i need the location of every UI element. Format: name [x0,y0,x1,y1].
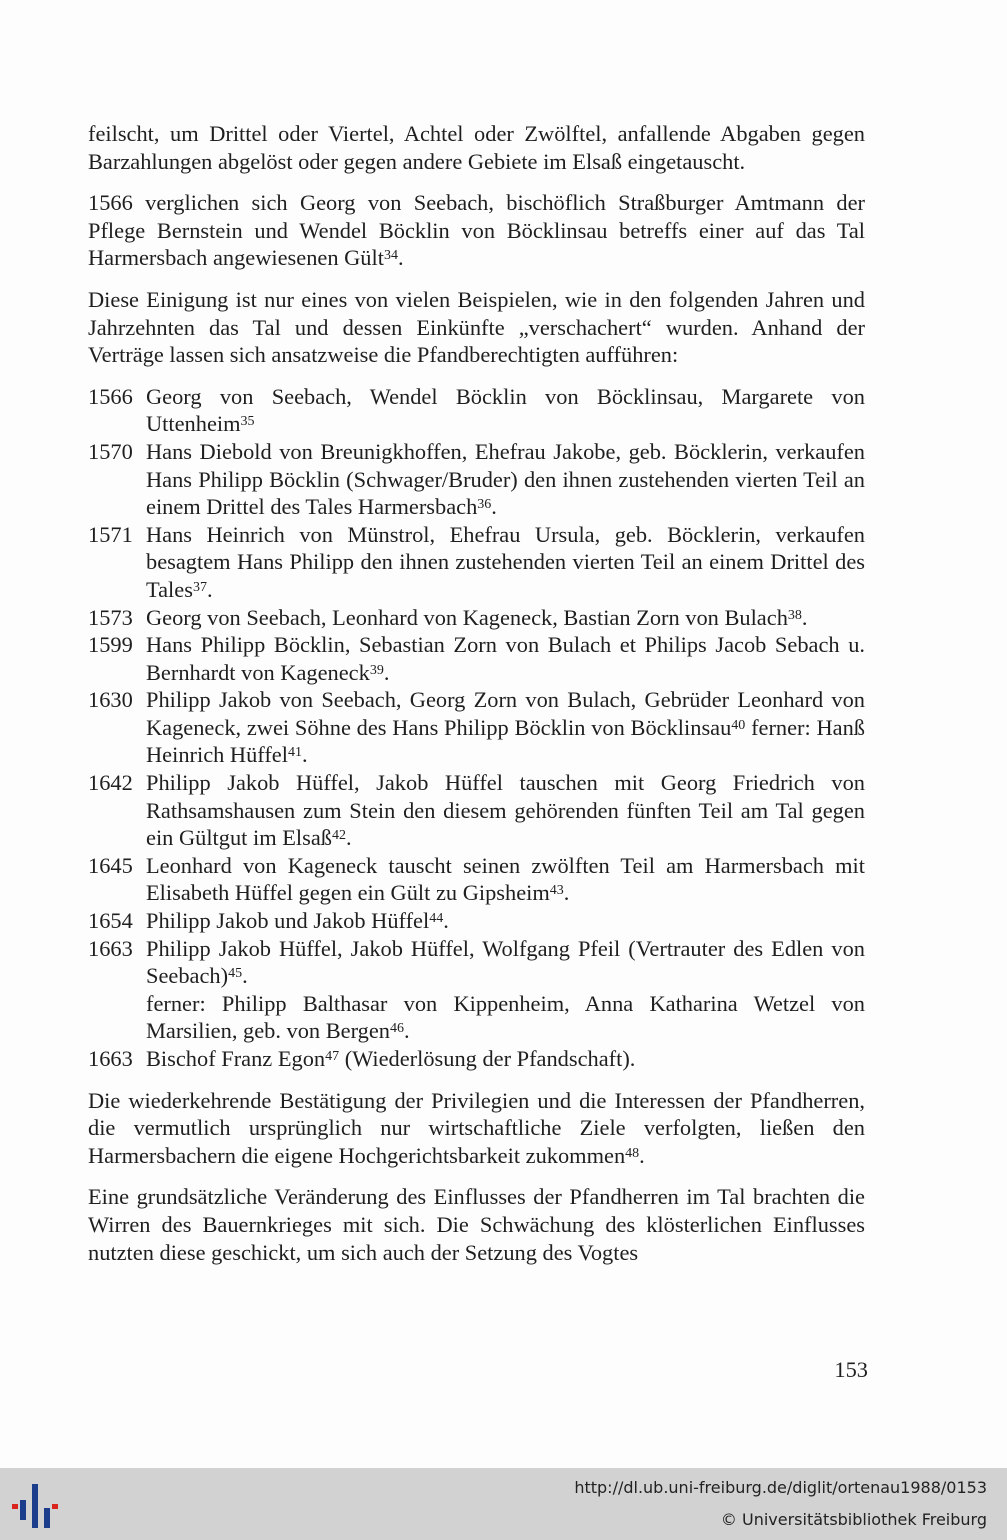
entry-text: Georg von Seebach, Leonhard von Kageneck, Bastian Zorn von Bulach$^{38}$. [146,604,808,630]
footnote-ref: 34 [383,248,398,264]
footnote-ref: 47 [325,1049,340,1064]
entry-year: 1599 [88,632,133,658]
footnote-ref: 48 [625,1145,640,1161]
footnote-ref: 41 [287,745,302,761]
entry-text: Philipp Jakob und Jakob Hüffel$^{44}$. [146,908,449,934]
footer-bar [0,1468,1007,1540]
document-body [88,120,865,1280]
entry-text: Philipp Jakob Hüffel, Jakob Hüffel, Wolfgang Pfeil (Vertrauter des Edlen von Seebach)$^{45}$. [146,935,865,989]
list-item [88,604,865,632]
paragraph-4-end: . [639,1142,645,1168]
paragraph-2 [88,189,865,272]
entry-year: 1663 [88,935,133,961]
list-item [88,686,865,769]
paragraph-4-text: Die wiederkehrende Bestätigung der Privilegien und die Interessen der Pfandherren, die vermutlich ursprünglich nur wirtschaftliche Ziele verfolgten, ließen den Harmersbachern die eigene Hochgerichtsbarkeit zukommen [88,1087,865,1168]
copyright-notice: © Universitätsbibliothek Freiburg [720,1510,987,1529]
footnote-ref: 46 [389,1021,404,1037]
ub-freiburg-logo-icon [12,1480,64,1532]
entry-year: 1571 [88,521,133,547]
footnote-ref: 35 [240,414,255,430]
paragraph-2-end: . [397,245,404,271]
list-item [88,907,865,935]
footnote-ref: 45 [228,966,243,982]
entry-year: 1654 [88,908,133,934]
page-number: 153 [834,1357,868,1382]
list-item [88,852,865,907]
list-item [88,769,865,852]
entry-text: Leonhard von Kageneck tauscht seinen zwölften Teil am Harmersbach mit Elisabeth Hüffel gegen ein Gült zu Gipsheim$^{43}$. [146,852,865,906]
entry-text: Bischof Franz Egon$^{47}$ (Wiederlösung der Pfandschaft). [146,1046,636,1071]
paragraph-3 [88,286,865,369]
footnote-ref: 42 [331,828,346,844]
paragraph-4 [88,1087,865,1170]
paragraph-1-text: feilscht, um Drittel oder Viertel, Achtel oder Zwölftel, anfallende Abgaben gegen Barzahlungen abgelöst oder gegen andere Gebiete im Elsaß eingetauscht. [88,121,865,174]
pledge-holder-list [88,383,865,1073]
entry-text: Philipp Jakob von Seebach, Georg Zorn von Bulach, Gebrüder Leonhard von Kageneck, zwei Söhne des Hans Philipp Böcklin von Böcklinsau$^{40}$ ferner: Hanß Heinrich Hüffel$^{41}$. [146,687,865,768]
entry-text: Philipp Jakob Hüffel, Jakob Hüffel tauschen mit Georg Friedrich von Rathsamshausen zum Stein den diesem gehörenden fünften Teil am Tal gegen ein Gültgut im Elsaß$^{42}$. [146,770,865,851]
entry-year: 1645 [88,852,133,878]
permalink-link[interactable]: http://dl.ub.uni-freiburg.de/diglit/ortenau1988/0153 [574,1478,987,1497]
paragraph-3-text: Diese Einigung ist nur eines von vielen Beispielen, wie in den folgenden Jahren und Jahrzehnten das Tal und dessen Einkünfte „verschachert“ wurden. Anhand der Verträge lassen sich ansatzweise die Pfandberechtigten aufführen: [88,286,865,368]
paragraph-5 [88,1183,865,1266]
entry-text: Hans Diebold von Breunigkhoffen, Ehefrau Jakobe, geb. Böcklerin, verkaufen Hans Philipp Böcklin (Schwager/Bruder) den ihnen zustehenden vierten Teil an einem Drittel des Tales Harmersbach$^{36}$. [146,438,865,520]
list-item [88,1045,865,1073]
list-item [88,383,865,438]
footnote-ref: 40 [731,717,746,733]
list-item [88,935,865,990]
entry-year: 1663 [88,1046,133,1071]
footnote-ref: 38 [787,607,802,623]
footnote-ref: 43 [549,883,564,899]
entry-text: Hans Philipp Böcklin, Sebastian Zorn von Bulach et Philips Jacob Sebach u. Bernhardt von Kageneck$^{39}$. [146,632,865,685]
footnote-ref: 39 [369,662,384,678]
paragraph-5-text: Eine grundsätzliche Veränderung des Einflusses der Pfandherren im Tal brachten die Wirren des Bauernkrieges mit sich. Die Schwächung des klösterlichen Einflusses nutzten diese geschickt, um sich auch der Setzung des Vogtes [88,1184,865,1265]
entry-year: 1566 [88,383,133,409]
footnote-ref: 36 [477,497,492,513]
list-item [88,521,865,604]
footnote-ref: 37 [192,579,207,595]
entry-year: 1570 [88,438,133,464]
list-item [88,631,865,686]
list-item-continuation: ferner: Philipp Balthasar von Kippenheim, Anna Katharina Wetzel von Marsilien, geb. von Bergen$^{46}$. [146,990,865,1044]
entry-text: Hans Heinrich von Münstrol, Ehefrau Ursula, geb. Böcklerin, verkaufen besagtem Hans Philipp den ihnen zustehenden vierten Teil an einem Drittel des Tales$^{37}$. [146,521,865,602]
entry-year: 1573 [88,604,133,630]
entry-year: 1630 [88,687,133,713]
paragraph-2-text: 1566 verglichen sich Georg von Seebach, bischöflich Straßburger Amtmann der Pflege Bernstein und Wendel Böcklin von Böcklinsau betreffs einer auf das Tal Harmersbach angewiesenen Gült [88,190,865,271]
footnote-ref: 44 [429,911,444,927]
entry-year: 1642 [88,770,133,796]
entry-text: Georg von Seebach, Wendel Böcklin von Böcklinsau, Margarete von Uttenheim$^{35}$ [146,383,865,437]
paragraph-1 [88,120,865,175]
list-item [88,438,865,521]
